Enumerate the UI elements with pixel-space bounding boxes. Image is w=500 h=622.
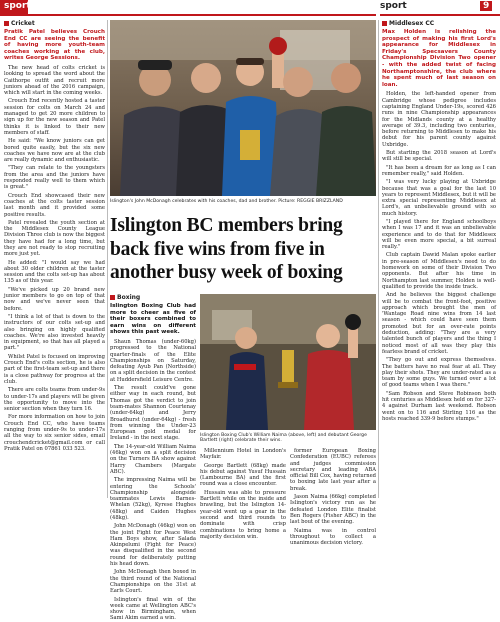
boxing-standfirst: Islington Boxing Club had more to cheer as five of their boxers combined to earn wins on different shows this past week. (110, 303, 196, 336)
cricket-paragraph: He added: "I would say we had about 30 older children at the taster session and the colts set-up has about 135 as of this year. (4, 259, 105, 285)
cricket-paragraph: Patel revealed the youth section at the Middlesex County League Division Three club is now the biggest they have had for a long time, but they are not ready to stop recruiting more just yet. (4, 219, 105, 258)
cricket-paragraph: "We've picked up 20 brand new junior members to go on top of that now and we've never seen that before. (4, 286, 105, 312)
header-rule-right (380, 14, 500, 16)
cricket-paragraph: The new head of colts cricket is looking to spread the word about the Caithorpe outfit and recruit more juniors ahead of the 2016 campaign, which will start in the coming weeks. (4, 64, 105, 97)
boxing-paragraph: The 14-year-old William Naima (46kg) won on a split decision on the Turners BA show against Harry Chambers (Margate ABC). (110, 443, 196, 475)
cricket-paragraph: There are colts teams from under-9s to under-17s and players will be given the opportunity to move into the senior section when they turn 16. (4, 387, 105, 413)
boxing-paragraph: Millennium Hotel in London's Mayfair. (200, 448, 286, 461)
boxing-story-column (110, 303, 196, 622)
boxing-story-continued-column (200, 448, 286, 540)
middlesex-paragraph: "They go out and express themselves. The batters have no real fear at all. They play their shots. They are under-rated as a team by some guys. We turned over a lot of good teams when I was there." (382, 357, 496, 389)
boxing-paragraph: John McDonagh (46kg) won on the joint Fight for Peace West Ham Boys show, after Salada Akinpelumi (Fight for Peace) was disqualified in the second round for deliberately putting his head down. (110, 523, 196, 568)
middlesex-paragraph: "Sam Robson and Steve Robinson both hit centuries as Middlesex held on for 327-4 against Durham last weekend. Robson went on to 116 and Stirling 116 as the hosts reached 339-9 before stumps." (382, 390, 496, 422)
boxing-paragraph: Hussain was able to pressure Bartlett while on the inside and brawling, but the Islington 14-year-old went up a gear in the second and third rounds to dominate with crisp combinations to bring home a majority decision win. (200, 489, 286, 540)
main-photo-boxers-celebrating (110, 20, 376, 196)
cricket-paragraph: Crouch End recently hosted a taster session for colts on March 24 and managed to get 20 more children to sign up for the new season and Patel thinks it is linked to their new members of staff. (4, 98, 105, 136)
boxing-paragraph: Shaun Thomas (under-60kg) progressed to the National quarter-finals of the Elite Championships on Saturday, defeating Ayub Pan (Northside) on a split decision in the contest at Huddersfield Leisure Centre. (110, 338, 196, 383)
middlesex-paragraph: Club captain Dawid Malan spoke earlier in pre-season of Middlesex's need to do homework on some of their Division Two opponents. But after his time in Northampton last summer, Holden is well-qualified to provide the inside track. (382, 252, 496, 290)
cricket-section-tag: Cricket (4, 20, 35, 27)
column-divider (107, 20, 108, 498)
boxing-story-final-column (290, 448, 376, 547)
page-number: 9 (480, 1, 492, 11)
middlesex-story-column (382, 29, 496, 497)
second-photo-image (200, 294, 376, 430)
section-label-right: sport (380, 1, 407, 11)
middlesex-paragraph: And he believes the biggest challenge will be to combat the front-foot, positive approach which brought the men of 'Wantage Road nine wins from 14 last season - which could have seen them promoted but for an over-rate points deduction, adding: "They are a very talented bunch of players and the thing I noticed most of all was they play this fearless brand of cricket. (382, 292, 496, 355)
boxing-paragraph: Naima was in control throughout to collect a unanimous decision victory. (290, 527, 376, 547)
boxing-paragraph: Jason Naima (66kg) completed Islington's victory run as he defeated London Elite finalist Ben Rogers (Fisher ABC) in the last bout of the evening. (290, 494, 376, 526)
main-photo-image (110, 20, 376, 196)
boxing-paragraph: Islington's final win of the week came at Wellington ABC's show in Birmingham, when Sami Akim earned a win. (110, 596, 196, 622)
boxing-paragraph: The result could've gone either way in each round, but Thomas got the verdict to join team-mates Shannon Courtenay (under-64kg) and Jerry Broadhurst (under-64kg) - fresh from winning the Under-23 European gold medal for Ireland - in the next stage. (110, 385, 196, 442)
boxing-paragraph: John McDonagh then boxed in the third round of the National Championships on the 31st at Earls Court. (110, 569, 196, 595)
cricket-paragraph: "They can relate to the youngsters from the area and the juniors have responded really well to them which is great." (4, 165, 105, 191)
page-header (0, 0, 500, 14)
middlesex-paragraph: "It has been a dream for as long as I can remember really," said Holden. (382, 164, 496, 177)
section-label-left: sport (4, 1, 31, 11)
boxing-paragraph: George Bartlett (68kg) made his debut against Yusuf Hussain (Lambourne BA) and the first round was a close encounter. (200, 462, 286, 488)
boxing-paragraph: The impressing Naima will be entering the Schools' Championship alongside teammates Lewis Barnes-Whelan (52kg), Kyrese Hughes (48kg) and Caiden Hughes (48kg). (110, 477, 196, 521)
column-divider (378, 20, 379, 498)
main-photo-caption: Islington's John McDonagh celebrates with his coaches, dad and brother. Picture: REGGIE BRIZZLAND (110, 199, 343, 204)
boxing-paragraph: former European Boxing Confederation (EUBC) referees and judges commission secretary and leading ABA official Bill Cox, having returned to boxing late last year after a break. (290, 448, 376, 492)
middlesex-paragraph: Holden, the left-handed opener from Cambridge whose pedigree includes captaining England Under-19s, scored 426 runs in nine Championship appearances for the Midlands county at a healthy average of 39.3, including two centuries, before returning to Middlesex to make his debut for his parent county against Uxbridge. (382, 91, 496, 148)
middlesex-standfirst: Max Holden is relishing the prospect of making his first Lord's appearance for Middlesex in Friday's Specsavers County Championship Division Two opener - with the added twist of facing Northamptonshire, the club where he spent much of last season on loan. (382, 29, 496, 88)
story-headline: Islington BC members bring back five wins from five in another busy week of boxing (110, 215, 343, 283)
middlesex-section-tag: Middlesex CC (382, 20, 434, 27)
cricket-standfirst: Pratik Patel believes Crouch End CC are seeing the benefit of having more youth-team coaches working at the club, writes George Sessions. (4, 29, 105, 62)
cricket-paragraph: Crouch End showcased their new coaches at the colts taster session last month and it provided some positive results. (4, 192, 105, 218)
middlesex-paragraph: "I was very lucky playing at Uxbridge because that was a goal for the last 10 years to represent Middlesex, but it will be extra special representing Middlesex at Lord's, an unbelievable ground with so much history. (382, 179, 496, 217)
cricket-story-column (4, 29, 105, 497)
middlesex-paragraph: But starting the 2018 season at Lord's will still be special. (382, 150, 496, 163)
cricket-paragraph: "I think a lot of that is down to the instructors of our colts set-up and also bringing on highly qualified coaches. We're also invested heavily in equipment, so that has all played a part." (4, 313, 105, 352)
cricket-paragraph: Whilst Patel is focused on improving Crouch End's colts section, he is also part of the first-team set-up and there is a close pathway for progress at the club. (4, 353, 105, 385)
cricket-paragraph: He said: "We know juniors can get bored quite easily, but the six new coaches we have now are at the club are really dynamic and enthusiastic. (4, 138, 105, 164)
middlesex-paragraph: "I played there for England schoolboys when I was 17 and it was an unbelievable experience and to do that for Middlesex will be even more special, a bit surreal really." (382, 218, 496, 251)
cricket-paragraph: For more information on how to join Crouch End CC, who have teams ranging from under-9s to under-17s all the way to six senior sides, email crouchendcricket@gmail.com or call Pratik Patel on 07861 033 523. (4, 414, 105, 452)
second-photo-boxing-club (200, 294, 376, 430)
header-rule-left (0, 14, 376, 16)
second-photo-caption: Islington Boxing Club's William Naima (above, left) and debutant George Bartlett (right) celebrate their wins. (200, 433, 367, 444)
boxing-section-tag: Boxing (110, 294, 140, 301)
